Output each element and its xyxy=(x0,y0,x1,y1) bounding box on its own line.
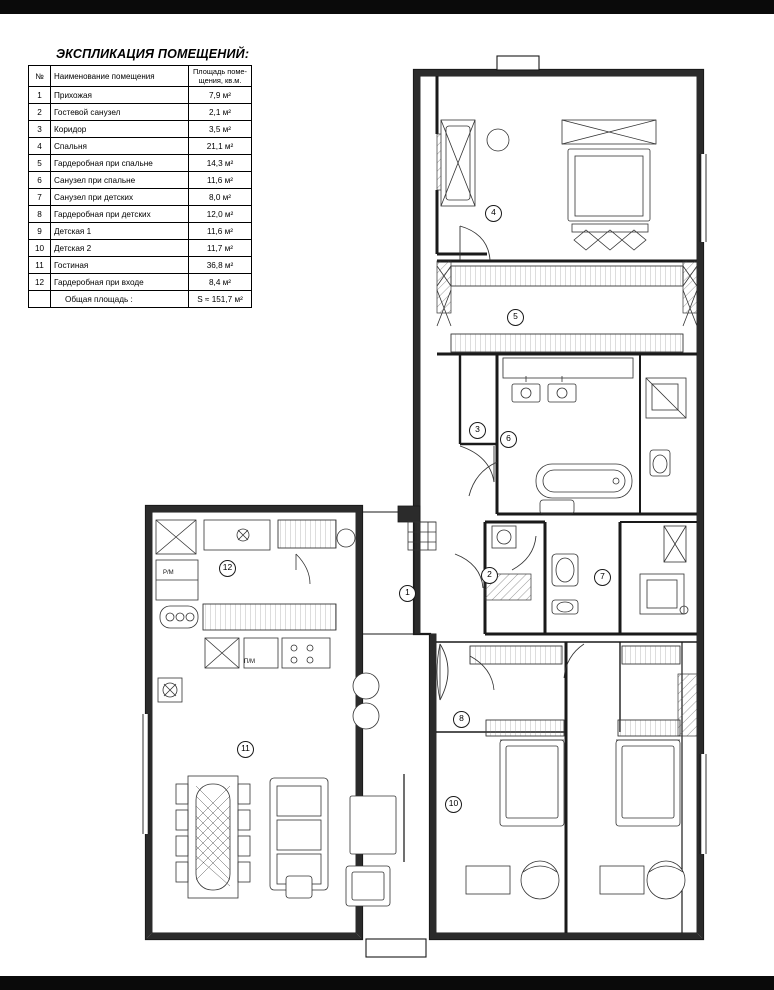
room-marker-1: 1 xyxy=(399,585,416,602)
row-no: 10 xyxy=(29,240,51,257)
row-area: 2,1 м² xyxy=(189,104,252,121)
row-no: 6 xyxy=(29,172,51,189)
header-no: № xyxy=(29,66,51,87)
row-no: 9 xyxy=(29,223,51,240)
row-no: 4 xyxy=(29,138,51,155)
row-area: 21,1 м² xyxy=(189,138,252,155)
row-name: Спальня xyxy=(51,138,189,155)
row-name: Прихожая xyxy=(51,87,189,104)
row-name: Гардеробная при детских xyxy=(51,206,189,223)
row-area: 36,8 м² xyxy=(189,257,252,274)
room-marker-7: 7 xyxy=(594,569,611,586)
room-marker-8: 8 xyxy=(453,711,470,728)
total-area: S ≈ 151,7 м² xyxy=(189,291,252,308)
room-marker-6: 6 xyxy=(500,431,517,448)
row-area: 3,5 м² xyxy=(189,121,252,138)
row-area: 14,3 м² xyxy=(189,155,252,172)
row-no: 7 xyxy=(29,189,51,206)
row-name: Гардеробная при спальне xyxy=(51,155,189,172)
row-name: Детская 2 xyxy=(51,240,189,257)
row-no: 11 xyxy=(29,257,51,274)
row-name: Гостевой санузел xyxy=(51,104,189,121)
appliance-label-dishwasher: П/М xyxy=(244,659,255,665)
appliance-label-washer: Р/М xyxy=(163,570,174,576)
row-area: 8,4 м² xyxy=(189,274,252,291)
row-area: 12,0 м² xyxy=(189,206,252,223)
row-no: 3 xyxy=(29,121,51,138)
row-area: 11,7 м² xyxy=(189,240,252,257)
room-marker-4: 4 xyxy=(485,205,502,222)
row-no: 8 xyxy=(29,206,51,223)
row-no: 1 xyxy=(29,87,51,104)
legend-title: ЭКСПЛИКАЦИЯ ПОМЕЩЕНИЙ: xyxy=(56,47,250,61)
room-marker-2: 2 xyxy=(481,567,498,584)
header-area-line2: щения, кв.м. xyxy=(198,76,242,85)
floor-plan-drawing xyxy=(0,14,774,976)
row-name: Гостиная xyxy=(51,257,189,274)
row-name: Детская 1 xyxy=(51,223,189,240)
row-name: Гардеробная при входе xyxy=(51,274,189,291)
row-no: 2 xyxy=(29,104,51,121)
room-marker-11: 11 xyxy=(237,741,254,758)
room-marker-3: 3 xyxy=(469,422,486,439)
row-area: 7,9 м² xyxy=(189,87,252,104)
row-area: 11,6 м² xyxy=(189,223,252,240)
row-area: 11,6 м² xyxy=(189,172,252,189)
room-marker-10: 10 xyxy=(445,796,462,813)
room-marker-12: 12 xyxy=(219,560,236,577)
row-no: 5 xyxy=(29,155,51,172)
header-name: Наименование помещения xyxy=(51,66,189,87)
total-label: Общая площадь : xyxy=(51,291,189,308)
row-no: 12 xyxy=(29,274,51,291)
room-marker-5: 5 xyxy=(507,309,524,326)
header-area-line1: Площадь поме- xyxy=(193,67,247,76)
row-name: Санузел при детских xyxy=(51,189,189,206)
row-area: 8,0 м² xyxy=(189,189,252,206)
row-name: Санузел при спальне xyxy=(51,172,189,189)
row-name: Коридор xyxy=(51,121,189,138)
floor-plan-sheet xyxy=(0,14,774,976)
